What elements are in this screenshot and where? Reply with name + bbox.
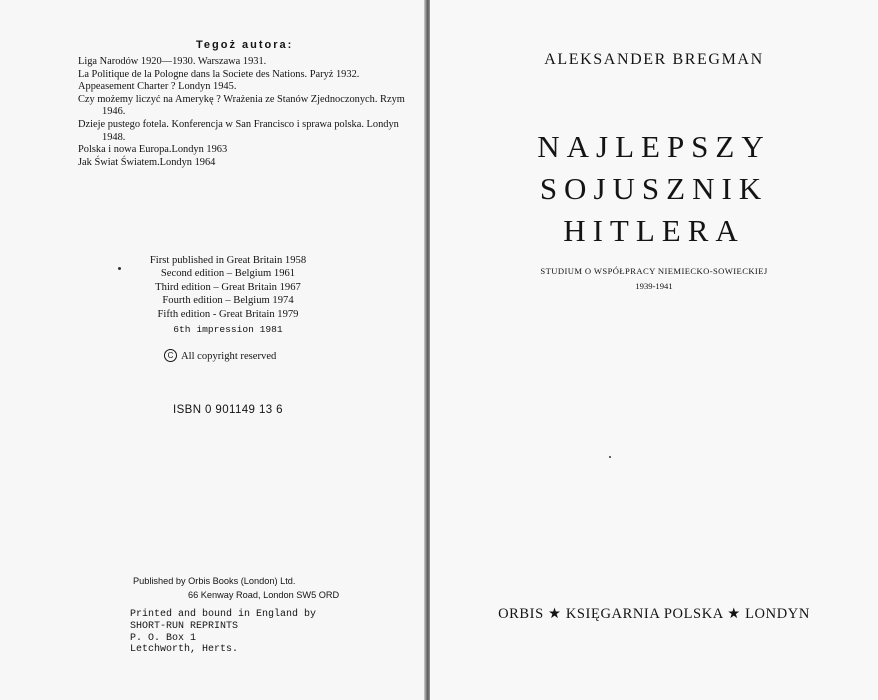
copyright-icon: C bbox=[164, 349, 177, 362]
other-works-heading: Tegoż autora: bbox=[196, 39, 294, 51]
book-subtitle: STUDIUM O WSPÓŁPRACY NIEMIECKO-SOWIECKIEJ bbox=[540, 266, 768, 276]
title-line: NAJLEPSZY bbox=[537, 129, 771, 164]
edition-line: First published in Great Britain 1958 bbox=[149, 255, 307, 266]
left-page bbox=[0, 0, 426, 700]
title-line: SOJUSZNIK bbox=[539, 171, 769, 206]
other-work-item: Jak Świat Światem.Londyn 1964 bbox=[78, 156, 216, 168]
title-line: HITLERA bbox=[563, 213, 745, 248]
printer-line: P. O. Box 1 bbox=[130, 632, 197, 644]
author-name: ALEKSANDER BREGMAN bbox=[544, 51, 764, 68]
publisher-imprint: ORBIS ★ KSIĘGARNIA POLSKA ★ LONDYN bbox=[498, 606, 810, 622]
other-work-item: Polska i nowa Europa.Londyn 1963 bbox=[78, 144, 228, 156]
printer-info bbox=[130, 609, 316, 656]
edition-line: Second edition – Belgium 1961 bbox=[160, 268, 296, 280]
other-work-item: La Politique de la Pologne dans la Societe des Nations. Paryż 1932. bbox=[78, 68, 360, 80]
printer-line: Letchworth, Herts. bbox=[130, 644, 239, 656]
printer-line: SHORT-RUN REPRINTS bbox=[130, 620, 239, 632]
published-by: Published by Orbis Books (London) Ltd. bbox=[133, 576, 296, 586]
other-works-list bbox=[78, 56, 408, 169]
ink-speck bbox=[118, 267, 121, 270]
ink-speck bbox=[609, 456, 611, 458]
other-work-item: Appeasement Charter ? Londyn 1945. bbox=[78, 81, 237, 93]
book-title bbox=[430, 126, 878, 252]
copyright-text: All copyright reserved bbox=[181, 351, 277, 362]
publisher-info bbox=[133, 574, 339, 602]
impression-line: 6th impression 1981 bbox=[173, 324, 283, 335]
other-work-item: Dzieje pustego fotela. Konferencja w San Francisco i sprawa polska. Londyn 1948. bbox=[78, 118, 399, 143]
edition-history bbox=[110, 254, 346, 321]
isbn: ISBN 0 901149 13 6 bbox=[173, 404, 283, 416]
copyright-notice bbox=[164, 349, 276, 362]
right-page bbox=[430, 0, 878, 700]
edition-line: Fifth edition - Great Britain 1979 bbox=[157, 308, 299, 320]
printer-line: Printed and bound in England by bbox=[130, 609, 317, 620]
other-work-item: Liga Narodów 1920—1930. Warszawa 1931. bbox=[78, 56, 267, 67]
publisher-address: 66 Kenway Road, London SW5 ORD bbox=[188, 590, 340, 600]
edition-line: Fourth edition – Belgium 1974 bbox=[162, 295, 294, 307]
other-work-item: Czy możemy liczyć na Amerykę ? Wrażenia ze Stanów Zjednoczonych. Rzym 1946. bbox=[78, 93, 405, 118]
edition-line: Third edition – Great Britain 1967 bbox=[155, 281, 301, 293]
subtitle-years: 1939-1941 bbox=[635, 281, 673, 291]
